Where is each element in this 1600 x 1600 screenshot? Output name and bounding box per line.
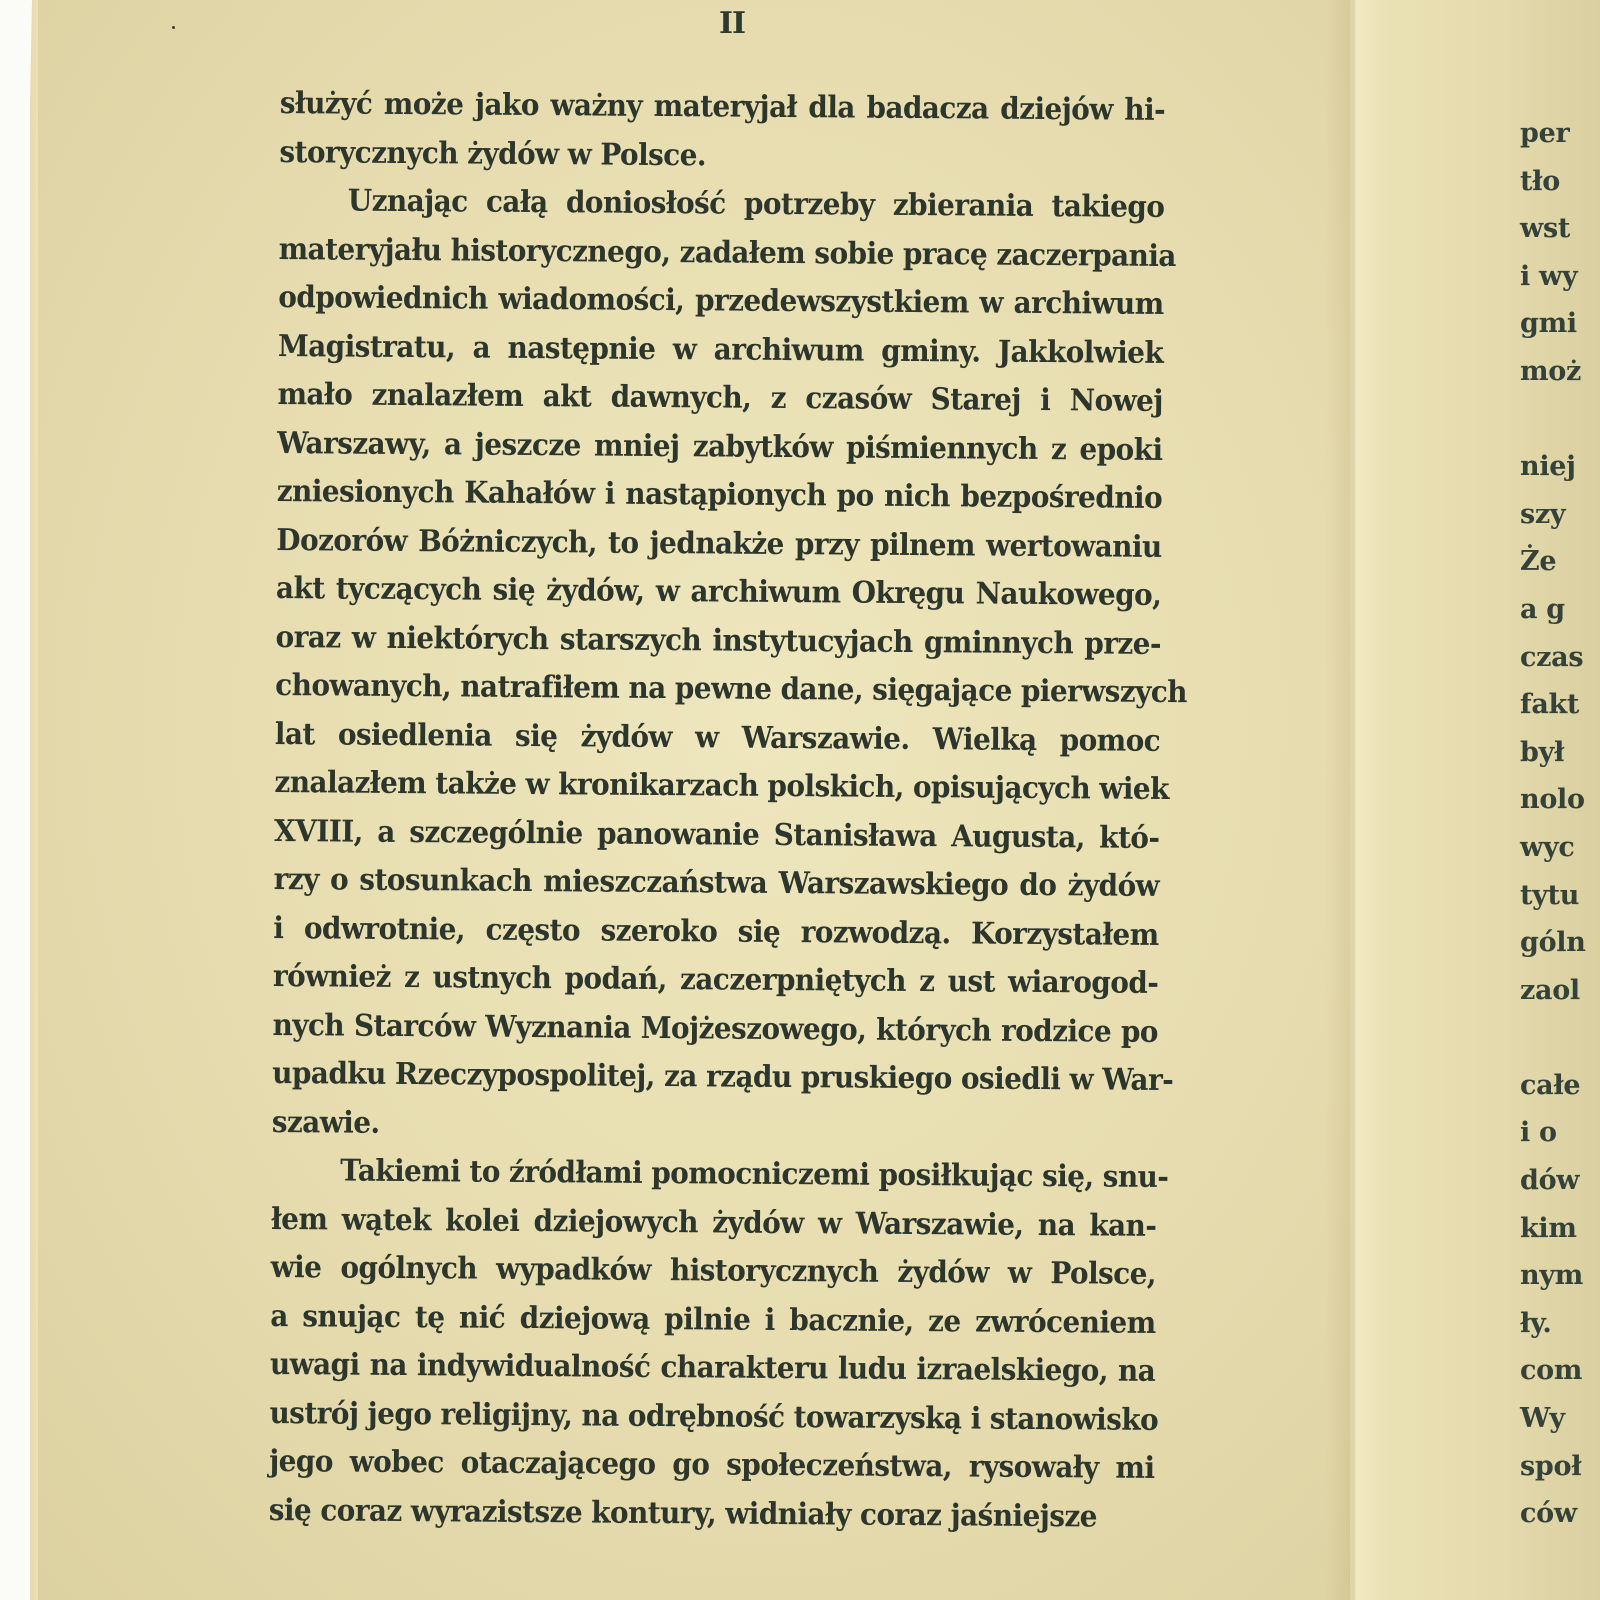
text-fragment: ły. bbox=[1520, 1307, 1552, 1339]
text-fragment: i o bbox=[1520, 1117, 1557, 1149]
text-line: i odwrotnie, często szeroko się rozwodzą. Korzystałem bbox=[273, 910, 1159, 953]
text-line: znalazłem także w kronikarzach polskich, opisujących wiek bbox=[274, 764, 1169, 808]
text-line: Dozorów Bóżniczych, to jednakże przy pilnem wertowaniu bbox=[276, 522, 1162, 565]
text-line: również z ustnych podań, zaczerpniętych z ust wiarogod- bbox=[272, 958, 1159, 1001]
text-fragment: dów bbox=[1520, 1165, 1580, 1197]
text-line: mało znalazłem akt dawnych, z czasów Starej i Nowej bbox=[277, 376, 1164, 419]
text-fragment: kim bbox=[1520, 1212, 1577, 1244]
text-fragment: ców bbox=[1520, 1498, 1577, 1530]
page-number: II bbox=[718, 6, 746, 41]
text-fragment: tło bbox=[1520, 165, 1560, 197]
text-line: rzy o stosunkach mieszczaństwa Warszawskiego do żydów bbox=[273, 861, 1160, 904]
text-line: akt tyczących się żydów, w archiwum Okręgu Naukowego, bbox=[275, 570, 1162, 613]
text-line: oraz w niektórych starszych instytucyjach gminnych prze- bbox=[275, 619, 1162, 662]
text-fragment: fakt bbox=[1520, 689, 1580, 721]
text-fragment: nym bbox=[1520, 1260, 1583, 1292]
text-line: materyjału historycznego, zadałem sobie pracę zaczerpania bbox=[278, 231, 1177, 274]
text-fragment: wyc bbox=[1520, 831, 1575, 863]
text-fragment: całe bbox=[1520, 1069, 1581, 1101]
text-line: się coraz wyrazistsze kontury, widniały coraz jaśniejsze bbox=[268, 1492, 1098, 1534]
left-page-text bbox=[268, 80, 1188, 1542]
text-line: chowanych, natrafiłem na pewne dane, sięgające pierwszych bbox=[275, 667, 1188, 711]
text-fragment: tytu bbox=[1520, 879, 1580, 911]
paragraph-gap bbox=[1520, 1014, 1586, 1062]
text-fragment: a g bbox=[1520, 593, 1565, 625]
text-line: wie ogólnych wypadków historycznych żydów w Polsce, bbox=[270, 1249, 1157, 1292]
text-line: Magistratu, a następnie w archiwum gminy. Jakkolwiek bbox=[277, 328, 1164, 371]
text-line: łem wątek kolei dziejowych żydów w Warszawie, na kan- bbox=[270, 1201, 1157, 1244]
text-fragment: i wy bbox=[1520, 260, 1578, 292]
text-fragment: per bbox=[1520, 118, 1570, 149]
text-line: szawie. bbox=[271, 1104, 380, 1141]
paper-speck bbox=[172, 26, 175, 29]
text-fragment: szy bbox=[1520, 498, 1566, 530]
text-line: storycznych żydów w Polsce. bbox=[279, 134, 707, 173]
text-line: Takiemi to źródłami pomocniczemi posiłkując się, snu- bbox=[340, 1153, 1169, 1196]
text-fragment: moż bbox=[1520, 355, 1582, 387]
book-gutter bbox=[1325, 0, 1385, 1600]
text-fragment: społ bbox=[1520, 1450, 1582, 1482]
text-line: odpowiednich wiadomości, przedewszystkiem w archiwum bbox=[278, 279, 1164, 322]
text-line: XVIII, a szczególnie panowanie Stanisława Augusta, któ- bbox=[273, 813, 1160, 856]
paragraph bbox=[271, 177, 1188, 1154]
text-fragment: gmi bbox=[1520, 308, 1577, 340]
text-fragment: zaol bbox=[1520, 974, 1580, 1006]
text-fragment: com bbox=[1520, 1355, 1583, 1387]
right-page-text-fragments bbox=[1520, 110, 1586, 1538]
text-fragment: wst bbox=[1520, 213, 1571, 245]
text-fragment: Wy bbox=[1520, 1403, 1565, 1435]
paragraph bbox=[279, 80, 1165, 184]
text-line: uwagi na indywidualność charakteru ludu izraelskiego, na bbox=[269, 1346, 1156, 1389]
text-fragment: góln bbox=[1520, 927, 1586, 959]
text-line: ustrój jego religijny, na odrębność towarzyską i stanowisko bbox=[269, 1395, 1159, 1438]
paragraph-gap bbox=[1520, 396, 1586, 444]
text-fragment: czas bbox=[1520, 641, 1584, 673]
text-fragment: nolo bbox=[1520, 784, 1585, 816]
text-line: lat osiedlenia się żydów w Warszawie. Wielką pomoc bbox=[274, 716, 1161, 759]
text-line: Warszawy, a jeszcze mniej zabytków piśmiennych z epoki bbox=[277, 425, 1163, 468]
text-line: nych Starców Wyznania Mojżeszowego, których rodzice po bbox=[272, 1007, 1159, 1050]
text-fragment: był bbox=[1520, 736, 1565, 768]
text-line: upadku Rzeczypospolitej, za rządu pruskiego osiedli w War- bbox=[272, 1055, 1174, 1099]
text-line: a snując tę nić dziejową pilnie i bacznie, ze zwróceniem bbox=[270, 1298, 1156, 1341]
text-fragment: niej bbox=[1520, 451, 1576, 483]
text-line: Uznając całą doniosłość potrzeby zbierania takiego bbox=[347, 183, 1165, 225]
text-line: zniesionych Kahałów i nastąpionych po nich bezpośrednio bbox=[276, 473, 1163, 516]
text-fragment: Że bbox=[1520, 546, 1557, 578]
paragraph bbox=[268, 1147, 1169, 1542]
text-line: służyć może jako ważny materyjał dla badacza dziejów hi- bbox=[279, 85, 1166, 128]
text-line: jego wobec otaczającego go społeczeństwa, rysowały mi bbox=[269, 1443, 1155, 1486]
